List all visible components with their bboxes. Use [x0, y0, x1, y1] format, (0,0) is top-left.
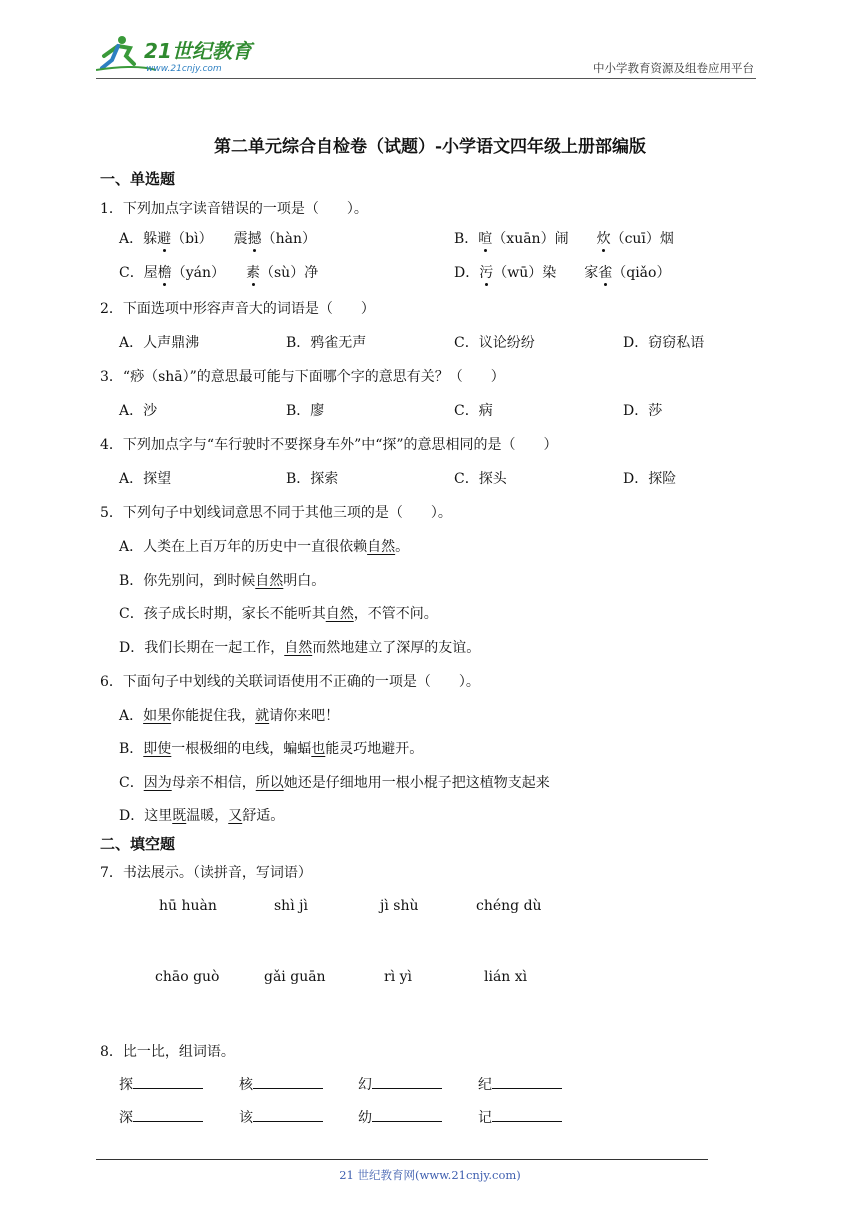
pinyin-item: chéng dù — [476, 898, 542, 914]
q4-option-d[interactable]: D．探险 — [623, 471, 677, 487]
svg-text:21世纪教育: 21世纪教育 — [144, 39, 252, 63]
footer-link[interactable]: 21 世纪教育网(www.21cnjy.com) — [339, 1168, 521, 1182]
pinyin-item: jì shù — [380, 898, 419, 914]
q3-option-c[interactable]: C．病 — [454, 403, 493, 419]
q4-option-a[interactable]: A．探望 — [119, 471, 172, 487]
word-blank[interactable]: 核 — [239, 1074, 323, 1094]
section-fill-in: 二、填空题 — [100, 835, 176, 853]
q1-option-b[interactable]: B．喧（xuān）闹 炊（cuī）烟 — [454, 231, 674, 247]
word-blank[interactable]: 幻 — [358, 1074, 442, 1094]
q4-option-b[interactable]: B．探索 — [286, 471, 339, 487]
q4-stem: 4．下列加点字与“车行驶时不要探身车外”中“探”的意思相同的是（ ） — [100, 437, 558, 453]
page-title: 第二单元综合自检卷（试题）-小学语文四年级上册部编版 — [213, 137, 647, 157]
pinyin-item: shì jì — [274, 898, 308, 914]
q6-option-a[interactable]: A．如果你能捉住我，就请你来吧！ — [119, 708, 340, 724]
header-divider — [96, 78, 756, 79]
footer-divider — [96, 1159, 708, 1160]
svg-text:www.21cnjy.com: www.21cnjy.com — [146, 64, 222, 74]
q6-option-b[interactable]: B．即使一根极细的电线，蝙蝠也能灵巧地避开。 — [119, 741, 424, 757]
q5-option-a[interactable]: A．人类在上百万年的历史中一直很依赖自然。 — [119, 539, 410, 555]
page-header — [96, 30, 756, 78]
q5-option-d[interactable]: D．我们长期在一起工作，自然而然地建立了深厚的友谊。 — [119, 640, 481, 656]
pinyin-item: rì yì — [384, 969, 413, 985]
pinyin-item: chāo guò — [155, 969, 220, 985]
q5-option-c[interactable]: C．孩子成长时期，家长不能听其自然，不管不问。 — [119, 606, 438, 622]
q2-stem: 2．下面选项中形容声音大的词语是（ ） — [100, 301, 375, 317]
q2-option-b[interactable]: B．鸦雀无声 — [286, 335, 367, 351]
word-blank[interactable]: 探 — [119, 1074, 203, 1094]
q8-stem: 8．比一比，组词语。 — [100, 1044, 235, 1060]
q5-stem: 5．下列句子中划线词意思不同于其他三项的是（ ）。 — [100, 505, 452, 521]
q3-option-d[interactable]: D．莎 — [623, 403, 663, 419]
pinyin-item: hū huàn — [159, 898, 217, 914]
q1-stem: 1．下列加点字读音错误的一项是（ ）。 — [100, 201, 368, 217]
pinyin-item: gǎi guān — [264, 969, 326, 985]
q1-option-c[interactable]: C．屋檐（yán） 素（sù）净 — [119, 265, 319, 281]
q3-option-a[interactable]: A．沙 — [119, 403, 158, 419]
logo-21cnjy — [96, 34, 266, 74]
q6-option-c[interactable]: C．因为母亲不相信，所以她还是仔细地用一根小棍子把这植物支起来 — [119, 775, 550, 791]
section-single-choice: 一、单选题 — [100, 170, 176, 188]
q3-option-b[interactable]: B．廖 — [286, 403, 325, 419]
q1-option-a[interactable]: A．躲避（bì） 震撼（hàn） — [119, 231, 316, 247]
q6-stem: 6．下面句子中划线的关联词语使用不正确的一项是（ ）。 — [100, 674, 480, 690]
q2-option-a[interactable]: A．人声鼎沸 — [119, 335, 200, 351]
platform-label: 中小学教育资源及组卷应用平台 — [593, 61, 754, 75]
q2-option-c[interactable]: C．议论纷纷 — [454, 335, 535, 351]
word-blank[interactable]: 幼 — [358, 1107, 442, 1127]
q2-option-d[interactable]: D．窃窃私语 — [623, 335, 705, 351]
word-blank[interactable]: 该 — [239, 1107, 323, 1127]
q4-option-c[interactable]: C．探头 — [454, 471, 507, 487]
word-blank[interactable]: 深 — [119, 1107, 203, 1127]
word-blank[interactable]: 纪 — [478, 1074, 562, 1094]
q5-option-b[interactable]: B．你先别问，到时候自然明白。 — [119, 573, 326, 589]
q6-option-d[interactable]: D．这里既温暖，又舒适。 — [119, 808, 285, 824]
q1-option-d[interactable]: D．污（wū）染 家雀（qiǎo） — [454, 265, 671, 281]
pinyin-item: lián xì — [484, 969, 528, 985]
q7-stem: 7．书法展示。（读拼音，写词语） — [100, 865, 312, 881]
q3-stem: 3．“痧（shā）”的意思最可能与下面哪个字的意思有关？（ ） — [100, 369, 505, 385]
word-blank[interactable]: 记 — [478, 1107, 562, 1127]
